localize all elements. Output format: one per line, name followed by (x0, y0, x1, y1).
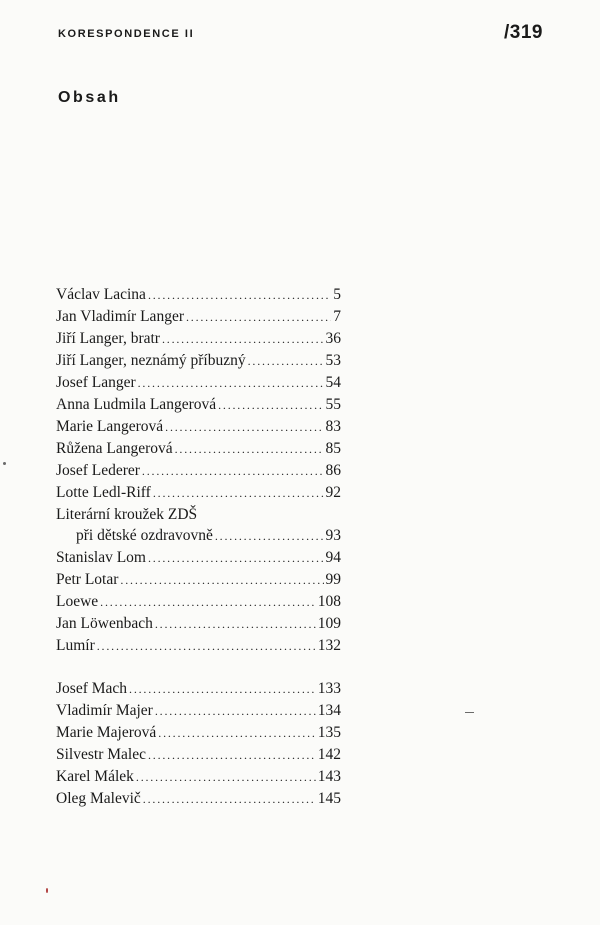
toc-entry-page: 7 (333, 308, 341, 325)
dot-leader (215, 527, 324, 546)
toc-entry-name: Vladimír Majer (56, 702, 153, 719)
toc-entry-name: Karel Málek (56, 768, 134, 785)
page-number: /319 (504, 22, 543, 43)
toc-entry-name: při dětské ozdravovně (76, 527, 213, 544)
toc-entry-name: Loewe (56, 593, 99, 610)
toc-entry-page: 53 (325, 352, 341, 369)
dot-leader (100, 593, 316, 612)
toc-entry (56, 439, 341, 459)
toc-entry (56, 483, 341, 503)
dot-leader (186, 308, 331, 327)
toc-entry-page: 133 (317, 680, 341, 697)
toc-entry (56, 701, 341, 721)
toc-entry-name: Oleg Malevič (56, 790, 141, 807)
dot-leader (158, 724, 315, 743)
toc-entry-name: Literární kroužek ZDŠ (56, 506, 198, 523)
toc-entry (76, 526, 341, 546)
dot-leader (129, 680, 316, 699)
running-head: KORESPONDENCE II (58, 28, 195, 40)
dot-leader (148, 746, 316, 765)
toc-entry-name: Stanislav Lom (56, 549, 146, 566)
toc-entry-page: 99 (325, 571, 341, 588)
toc-entry (56, 723, 341, 743)
toc-entry-name: Jan Vladimír Langer (56, 308, 184, 325)
toc-entry-name: Marie Langerová (56, 418, 164, 435)
scan-speck (465, 712, 474, 713)
toc-entry (56, 636, 341, 656)
toc-entry (56, 329, 341, 349)
toc-entry-page: 86 (325, 462, 341, 479)
section-title: Obsah (58, 89, 121, 106)
dot-leader (148, 549, 324, 568)
toc-entry (56, 417, 341, 437)
toc-entry-name: Marie Majerová (56, 724, 157, 741)
dot-leader (138, 374, 324, 393)
toc-entry-name: Růžena Langerová (56, 440, 173, 457)
dot-leader (162, 330, 324, 349)
dot-leader (175, 440, 324, 459)
toc-entry-page: 145 (317, 790, 341, 807)
toc-entry-page: 94 (325, 549, 341, 566)
toc-entry-name: Jan Löwenbach (56, 615, 153, 632)
toc-entry (56, 789, 341, 809)
toc-entry-name: Lumír (56, 637, 95, 654)
toc-entry-name: Josef Langer (56, 374, 136, 391)
toc-entry-name: Lotte Ledl-Riff (56, 484, 151, 501)
toc-entry-page: 92 (325, 484, 341, 501)
toc-entry (56, 592, 341, 612)
toc-entry (56, 614, 341, 634)
toc-entry (56, 570, 341, 590)
toc-entry (56, 285, 341, 305)
toc-entry-name: Jiří Langer, bratr (56, 330, 160, 347)
toc-entry (56, 373, 341, 393)
toc-entry-name: Jiří Langer, neznámý příbuzný (56, 352, 246, 369)
toc-entry-name: Silvestr Malec (56, 746, 146, 763)
dot-leader (120, 571, 323, 590)
toc-entry-page: 132 (317, 637, 341, 654)
toc-entry-name: Anna Ludmila Langerová (56, 396, 217, 413)
dot-leader (153, 484, 324, 503)
toc-entry (56, 461, 341, 481)
toc-entry-page: 36 (325, 330, 341, 347)
dot-leader (218, 396, 323, 415)
toc-entry-name: Josef Mach (56, 680, 128, 697)
dot-leader (97, 637, 316, 656)
scan-speck (46, 888, 48, 893)
toc-entry (56, 307, 341, 327)
toc-entry-page: 55 (325, 396, 341, 413)
toc-entry-name: Josef Lederer (56, 462, 140, 479)
dot-leader (155, 702, 316, 721)
toc-entry-page: 109 (317, 615, 341, 632)
toc-entry-page: 54 (325, 374, 341, 391)
toc-entry-page: 93 (325, 527, 341, 544)
scan-speck (3, 462, 6, 465)
dot-leader (136, 768, 316, 787)
dot-leader (142, 462, 324, 481)
dot-leader (148, 286, 331, 305)
toc-entry (56, 395, 341, 415)
dot-leader (155, 615, 316, 634)
toc-entry-page: 134 (317, 702, 341, 719)
dot-leader (248, 352, 324, 371)
toc-entry-page: 83 (325, 418, 341, 435)
toc-entry (56, 745, 341, 765)
toc-entry (56, 679, 341, 699)
dot-leader (143, 790, 316, 809)
toc-entry-page: 85 (325, 440, 341, 457)
dot-leader (165, 418, 323, 437)
toc-entry-page: 108 (317, 593, 341, 610)
toc-entry (56, 767, 341, 787)
toc-entry-name: Václav Lacina (56, 286, 146, 303)
toc-entry-page: 135 (317, 724, 341, 741)
toc-entry (56, 351, 341, 371)
toc-entry-page: 143 (317, 768, 341, 785)
toc-entry (56, 548, 341, 568)
toc-entry-page: 142 (317, 746, 341, 763)
toc-entry-name: Petr Lotar (56, 571, 119, 588)
toc-entry-page: 5 (333, 286, 341, 303)
